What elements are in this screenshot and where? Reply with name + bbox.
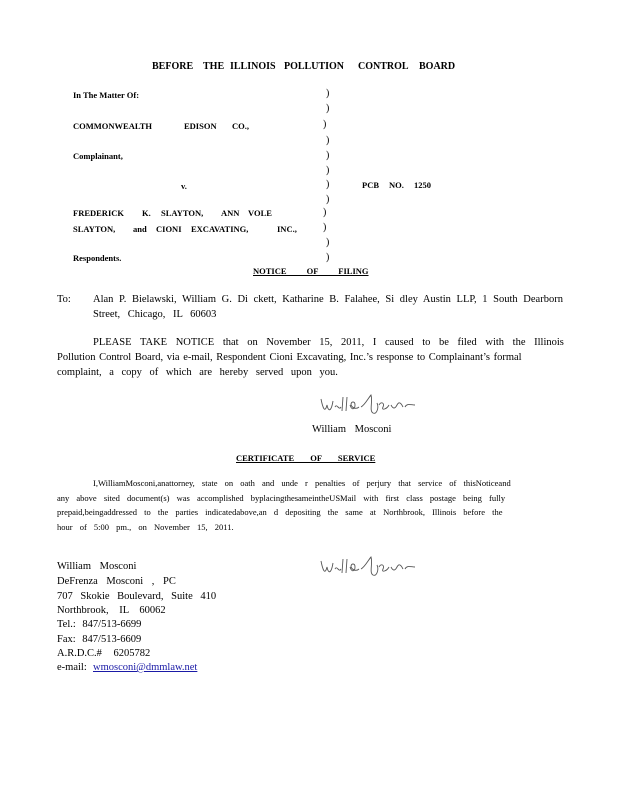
certificate-title: CERTIFICATE OF SERVICE bbox=[236, 453, 376, 463]
respondent-name: EXCAVATING, bbox=[191, 224, 249, 234]
address-street: 707 Skokie Boulevard, Suite 410 bbox=[57, 591, 217, 602]
paren: ) bbox=[326, 135, 330, 146]
respondent-name: VOLE bbox=[248, 208, 272, 218]
versus-label: v. bbox=[181, 181, 187, 191]
signature-image bbox=[319, 393, 421, 417]
paren: ) bbox=[326, 237, 330, 248]
heading-word: POLLUTION bbox=[284, 61, 345, 72]
respondent-name: SLAYTON, bbox=[73, 224, 116, 234]
paren: ) bbox=[326, 103, 330, 114]
respondent-name: and bbox=[133, 224, 147, 234]
respondent-name: CIONI bbox=[156, 224, 182, 234]
heading-word: BOARD bbox=[419, 61, 456, 72]
party-name: CO., bbox=[232, 121, 249, 131]
address-tel: Tel.: 847/513-6699 bbox=[57, 619, 142, 630]
address-name: William Mosconi bbox=[57, 561, 137, 572]
address-firm: DeFrenza Mosconi , PC bbox=[57, 576, 176, 587]
address-city: Northbrook, IL 60062 bbox=[57, 605, 166, 616]
notice-paragraph-line: PLEASE TAKE NOTICE that on November 15, 2011, I caused to be filed with the Illinois bbox=[93, 337, 564, 348]
respondent-name: K. bbox=[142, 208, 151, 218]
respondent-name: SLAYTON, bbox=[161, 208, 204, 218]
pcb-label: PCB bbox=[362, 180, 379, 190]
respondent-name: FREDERICK bbox=[73, 208, 125, 218]
pcb-no-label: NO. bbox=[389, 180, 404, 190]
party-name: COMMONWEALTH bbox=[73, 121, 153, 131]
respondent-name: INC., bbox=[277, 224, 297, 234]
heading-word: BEFORE bbox=[152, 61, 194, 72]
to-label: To: bbox=[57, 294, 71, 305]
address-ardc: A.R.D.C.# 6205782 bbox=[57, 648, 151, 659]
complainant-label: Complainant, bbox=[73, 151, 123, 161]
paren: ) bbox=[323, 119, 327, 130]
paren: ) bbox=[326, 194, 330, 205]
paren: ) bbox=[326, 88, 330, 99]
certificate-line: any above sited document(s) was accomplished byplacingthesameintheUSMail with first class postage being fully bbox=[57, 493, 506, 503]
notice-paragraph-line: complaint, a copy of which are hereby served upon you. bbox=[57, 367, 338, 378]
paren: ) bbox=[326, 179, 330, 190]
party-name: EDISON bbox=[184, 121, 217, 131]
signature-image bbox=[319, 555, 421, 579]
notice-title: NOTICE OF FILING bbox=[253, 266, 369, 276]
matter-label: In The Matter Of: bbox=[73, 90, 140, 100]
paren: ) bbox=[326, 165, 330, 176]
to-line: Alan P. Bielawski, William G. Di ckett, Katharine B. Falahee, Si dley Austin LLP, 1 South Dearborn bbox=[93, 294, 563, 305]
email-link[interactable]: wmosconi@dmmlaw.net bbox=[93, 662, 198, 673]
respondents-label: Respondents. bbox=[73, 253, 122, 263]
certificate-line: prepaid,beingaddressed to the parties indicatedabove,an d depositing the same at Northbrook, Illinois before the bbox=[57, 507, 503, 517]
paren: ) bbox=[326, 150, 330, 161]
certificate-line: I,WilliamMosconi,anattorney, state on oath and unde r penalties of perjury that service of thisNoticeand bbox=[93, 478, 511, 488]
respondent-name: ANN bbox=[221, 208, 240, 218]
certificate-line: hour of 5:00 pm., on November 15, 2011. bbox=[57, 522, 234, 532]
paren: ) bbox=[326, 252, 330, 263]
paren: ) bbox=[323, 222, 327, 233]
pcb-number: 1250 bbox=[414, 180, 431, 190]
signer-name: William Mosconi bbox=[312, 424, 392, 435]
to-line: Street, Chicago, IL 60603 bbox=[93, 309, 217, 320]
address-fax: Fax: 847/513-6609 bbox=[57, 634, 142, 645]
paren: ) bbox=[323, 207, 327, 218]
notice-paragraph-line: Pollution Control Board, via e-mail, Respondent Cioni Excavating, Inc.’s response to Complainant’s formal bbox=[57, 352, 522, 363]
heading-word: THE bbox=[203, 61, 225, 72]
heading-word: ILLINOIS bbox=[230, 61, 276, 72]
email-label: e-mail: bbox=[57, 662, 87, 673]
heading-word: CONTROL bbox=[358, 61, 409, 72]
